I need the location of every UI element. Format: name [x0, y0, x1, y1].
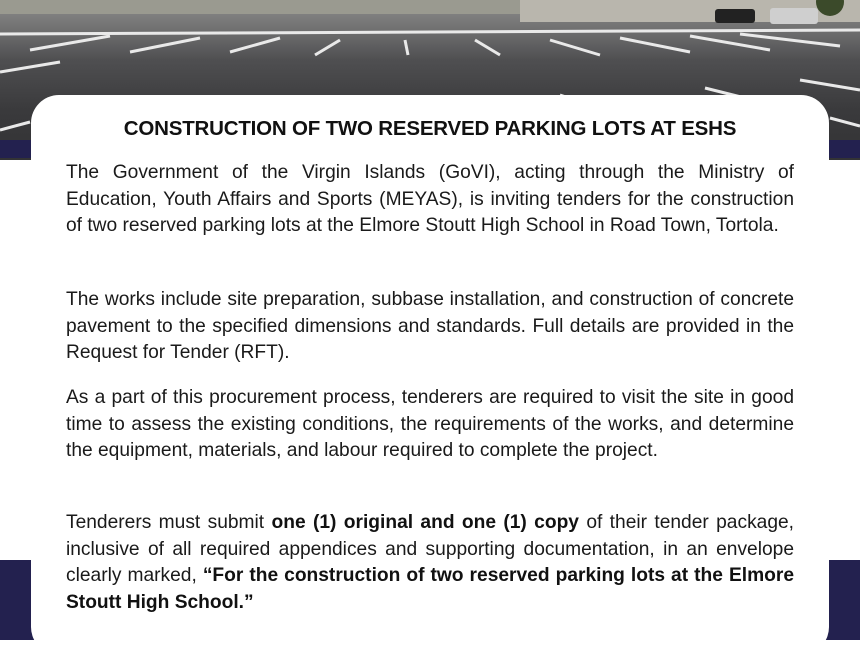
- navy-accent-bar: [824, 560, 860, 640]
- paragraph-intro: The Government of the Virgin Islands (GoVI), acting through the Ministry of Education, Youth Affairs and Sports (MEYAS), is inviting tenders for the construction of two reserved parking lots at the Elmore Stoutt High School in Road Town, Tortola.: [66, 162, 794, 236]
- submission-text: Tenderers must submit: [66, 512, 272, 533]
- paragraph-submission: [66, 510, 794, 616]
- navy-accent-bar: [824, 140, 860, 158]
- notice-title: CONSTRUCTION OF TWO RESERVED PARKING LOTS AT ESHS: [123, 117, 737, 140]
- submission-copies: one (1) original and one (1) copy: [271, 512, 579, 533]
- paragraph-site-visit: As a part of this procurement process, tenderers are required to visit the site in good time to assess the existing conditions, the requirements of the works, and determine the equipment, materials, and labour required to complete the project.: [66, 387, 794, 461]
- paragraph-works: The works include site preparation, subbase installation, and construction of concrete pavement to the specified dimensions and standards. Full details are provided in the Request for Tender (RFT).: [66, 289, 794, 363]
- envelope-marking: “For the construction of two reserved parking lots at the Elmore Stoutt High School.”: [66, 565, 794, 613]
- submission-text: of their tender package, inclusive of all required appendices and supporting documentation, in an envelope clearly marked,: [66, 512, 795, 586]
